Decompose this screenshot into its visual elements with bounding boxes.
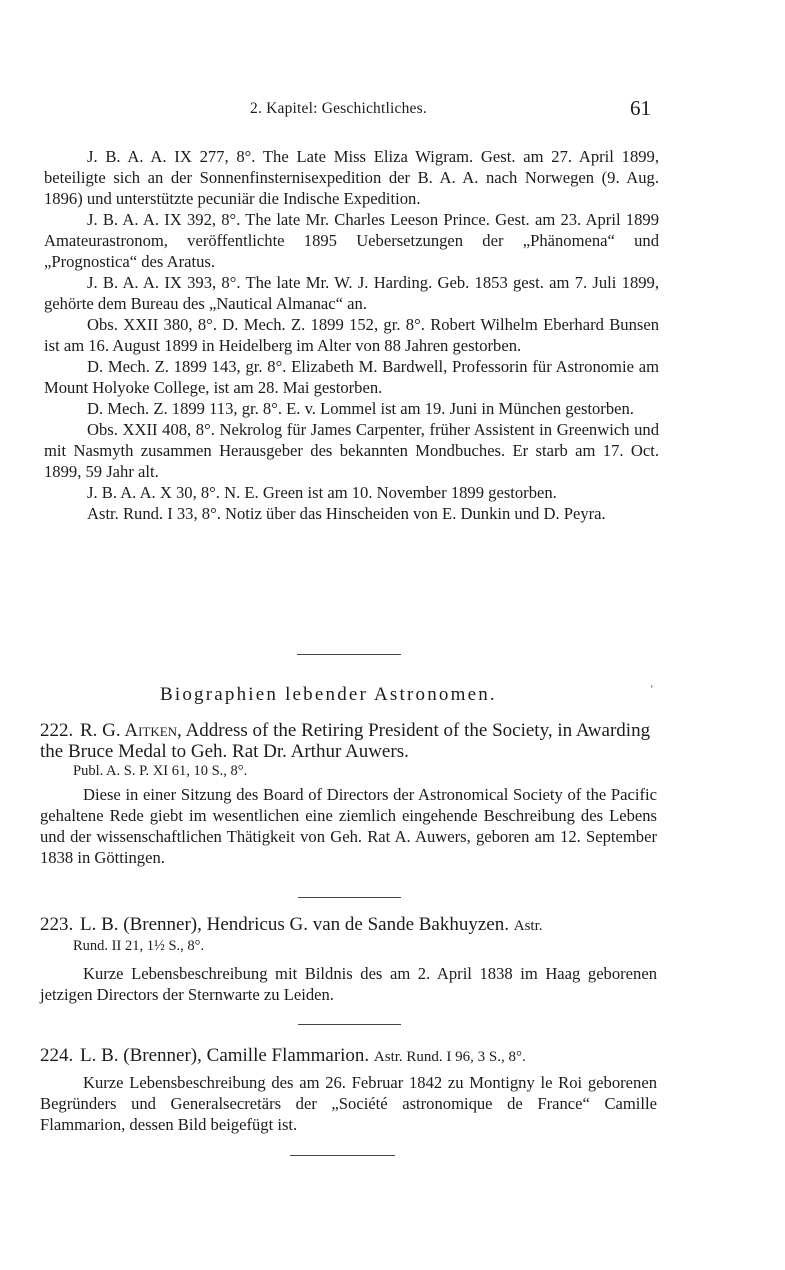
obituary-paragraph: J. B. A. A. IX 277, 8°. The Late Miss Eliza Wigram. Gest. am 27. April 1899, beteiligte sich an der Sonnenfinsternisexpedition der B. A. A. nach Norwegen (9. Aug. 1896) und unterstützte pecuniär die Indische Expedition. [44,147,659,208]
entry-reference-start: Astr. [513,918,543,934]
entry-title: Address of the Retiring President of the Society, in Awarding the Bruce Medal to Geh. Rat Dr. Arthur Auwers. [40,720,651,762]
running-head: 2. Kapitel: Geschichtliches. [250,100,427,117]
entry-heading [40,1045,657,1068]
entry-author: R. G. Aitken, [80,720,182,741]
entry-title: Camille Flammarion. [206,1045,370,1066]
obituary-paragraph: Obs. XXII 408, 8°. Nekrolog für James Carpenter, früher Assistent in Greenwich und mit Nasmyth zusammen Herausgeber des bekannten Mondbuches. Er starb am 17. Oct. 1899, 59 Jahr alt. [44,420,659,481]
end-divider [290,1155,395,1156]
obituary-paragraph: J. B. A. A. IX 392, 8°. The late Mr. Charles Leeson Prince. Gest. am 23. April 1899 Amateurastronom, veröffentlichte 1895 Uebersetzungen der „Phänomena“ und „Prognostica“ des Aratus. [44,210,659,271]
obituary-paragraph: D. Mech. Z. 1899 113, gr. 8°. E. v. Lommel ist am 19. Juni in München gestorben. [87,399,634,418]
entry-author: L. B. (Brenner), [80,914,202,935]
entry-divider [298,897,401,898]
entry-heading [40,914,657,937]
entry-number: 222. [40,720,74,741]
entry-divider [298,1024,401,1025]
entry-reference: Publ. A. S. P. XI 61, 10 S., 8°. [73,763,248,779]
bibliography-entry-222 [40,720,657,868]
entry-heading [40,720,657,762]
bibliography-entry-223 [40,914,657,1005]
entry-summary: Kurze Lebensbeschreibung mit Bildnis des am 2. April 1838 im Haag geborenen jetzigen Directors der Sternwarte zu Leiden. [40,964,657,1004]
bibliography-entry-224 [40,1045,657,1135]
page-number: 61 [630,96,651,120]
section-divider [297,654,401,655]
obituary-paragraph: Astr. Rund. I 33, 8°. Notiz über das Hinscheiden von E. Dunkin und D. Peyra. [87,504,606,523]
entry-reference: Astr. Rund. I 96, 3 S., 8°. [373,1049,526,1065]
section-heading: Biographien lebender Astronomen. [160,684,497,705]
margin-mark: ‘ [650,683,654,695]
entry-title: Hendricus G. van de Sande Bakhuyzen. [206,914,509,935]
obituary-notes [44,146,659,524]
entry-author: L. B. (Brenner), [80,1045,202,1066]
entry-summary: Kurze Lebensbeschreibung des am 26. Februar 1842 zu Montigny le Roi geborenen Begründers und Generalsecretärs der „Société astronomique de France“ Camille Flammarion, dessen Bild beigefügt ist. [40,1073,657,1134]
entry-reference: Rund. II 21, 1½ S., 8°. [73,938,205,954]
obituary-paragraph: D. Mech. Z. 1899 143, gr. 8°. Elizabeth M. Bardwell, Professorin für Astronomie am Mount Holyoke College, ist am 28. Mai gestorben. [44,357,659,397]
entry-number: 224. [40,1045,74,1066]
obituary-paragraph: Obs. XXII 380, 8°. D. Mech. Z. 1899 152, gr. 8°. Robert Wilhelm Eberhard Bunsen ist am 16. August 1899 in Heidelberg im Alter von 88 Jahren gestorben. [44,315,659,355]
entry-summary: Diese in einer Sitzung des Board of Directors der Astronomical Society of the Pacific gehaltene Rede giebt im wesentlichen eine ziemlich eingehende Beschreibung des Lebens und der wissenschaftlichen Thätigkeit von Geh. Rat A. Auwers, geboren am 12. September 1838 in Göttingen. [40,785,657,867]
obituary-paragraph: J. B. A. A. IX 393, 8°. The late Mr. W. J. Harding. Geb. 1853 gest. am 7. Juli 1899, gehörte dem Bureau des „Nautical Almanac“ an. [44,273,659,313]
entry-number: 223. [40,914,74,935]
obituary-paragraph: J. B. A. A. X 30, 8°. N. E. Green ist am 10. November 1899 gestorben. [87,483,557,502]
